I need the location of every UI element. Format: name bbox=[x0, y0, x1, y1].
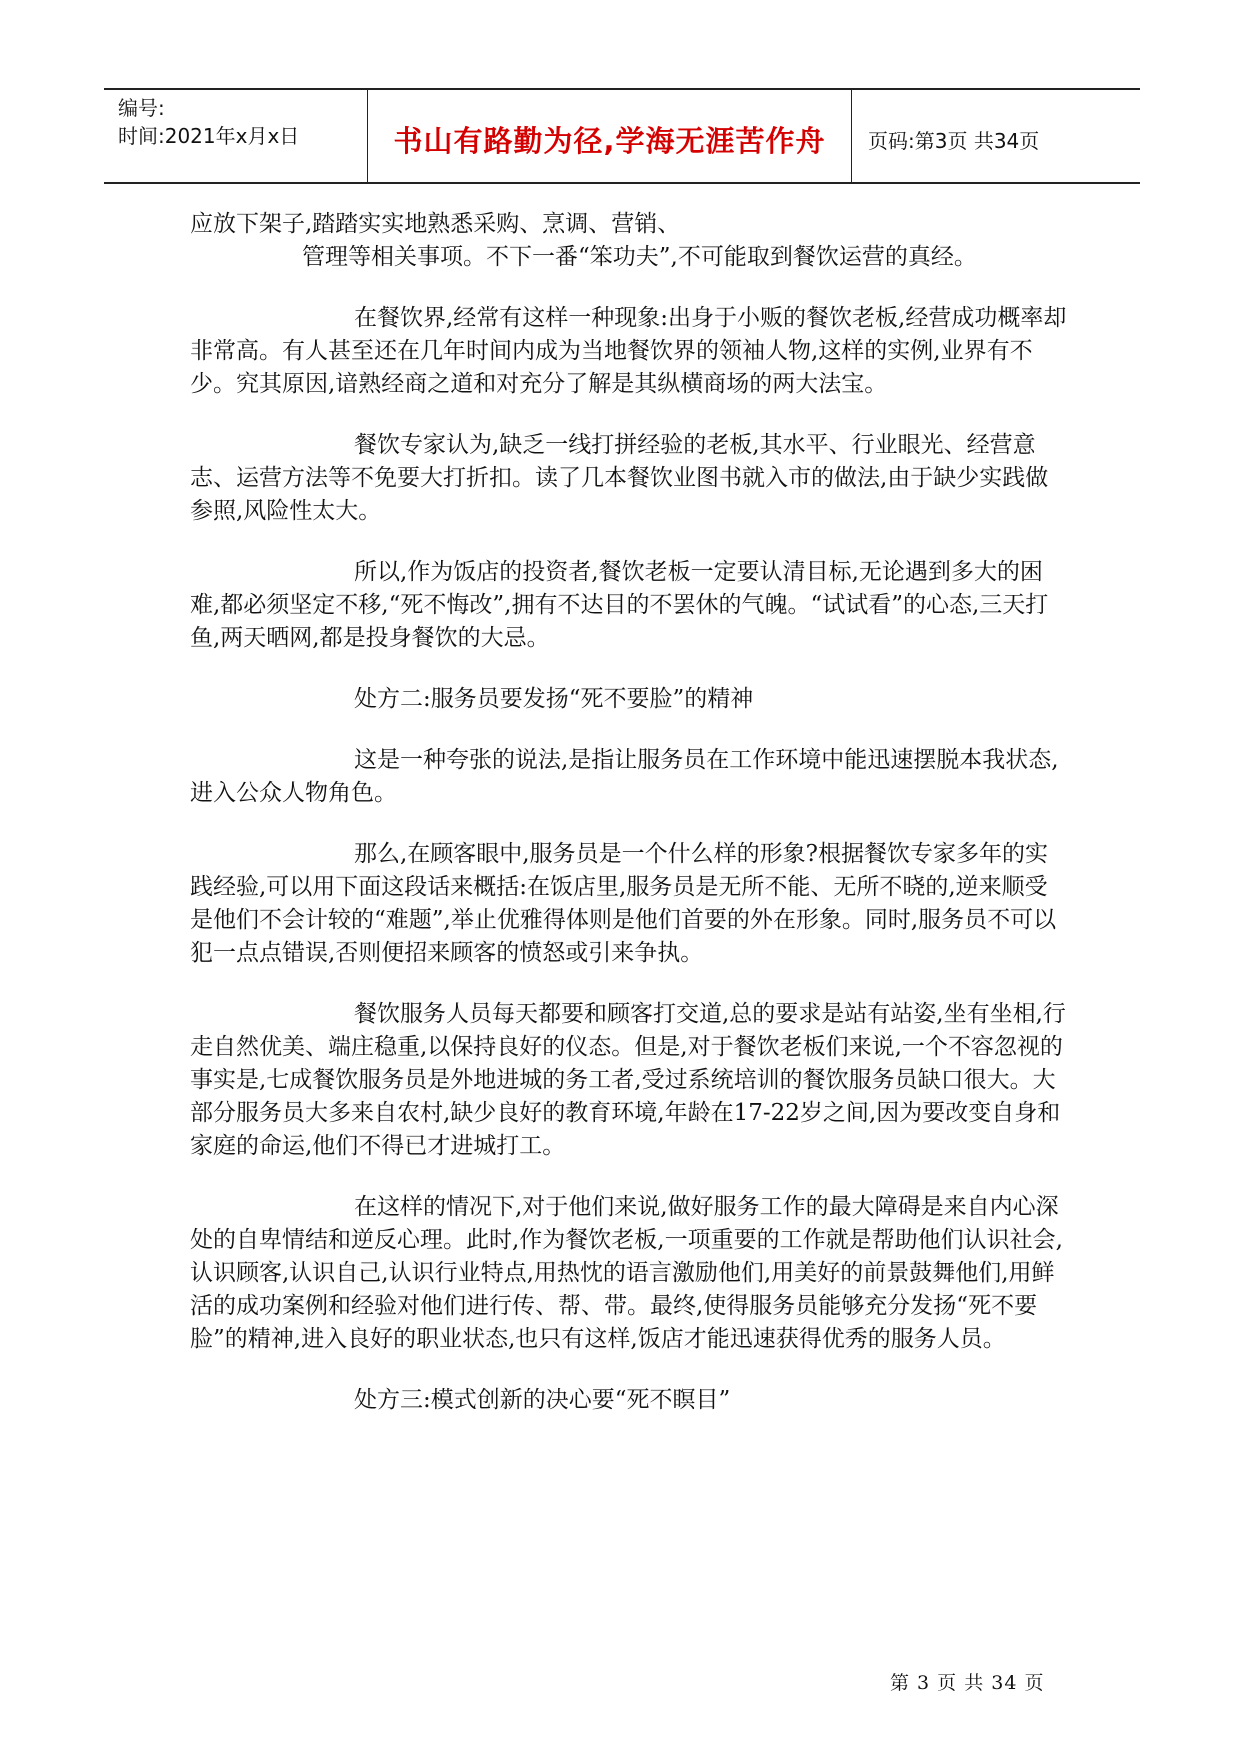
paragraph-8: 餐饮服务人员每天都要和顾客打交道,总的要求是站有站姿,坐有坐相,行走自然优美、端庄稳重,以保持良好的仪态。但是,对于餐饮老板们来说,一个不容忽视的事实是,七成餐饮服务员是外地进城的务工者,受过系统培训的餐饮服务员缺口很大。大部分服务员大多来自农村,缺少良好的教育环境,年龄在17-22岁之间,因为要改变自身和家庭的命运,他们不得已才进城打工。 bbox=[190, 1001, 1066, 1159]
header-meta-cell bbox=[104, 90, 368, 182]
paragraph-6: 这是一种夸张的说法,是指让服务员在工作环境中能迅速摆脱本我状态,进入公众人物角色。 bbox=[190, 747, 1059, 806]
paragraph-9: 在这样的情况下,对于他们来说,做好服务工作的最大障碍是来自内心深处的自卑情结和逆反心理。此时,作为餐饮老板,一项重要的工作就是帮助他们认识社会,认识顾客,认识自己,认识行业特点,用热忱的语言激励他们,用美好的前景鼓舞他们,用鲜活的成功案例和经验对他们进行传、帮、带。最终,使得服务员能够充分发扬“死不要脸”的精神,进入良好的职业状态,也只有这样,饭店才能迅速获得优秀的服务人员。 bbox=[190, 1194, 1063, 1352]
header-page-number: 页码:第3页 共34页 bbox=[868, 128, 1040, 153]
paragraph-2: 管理等相关事项。不下一番“笨功夫”,不可能取到餐饮运营的真经。 bbox=[302, 244, 977, 270]
paragraph-5: 所以,作为饭店的投资者,餐饮老板一定要认清目标,无论遇到多大的困难,都必须坚定不移,“死不悔改”,拥有不达目的不罢休的气魄。“试试看”的心态,三天打鱼,两天晒网,都是投身餐饮的大忌。 bbox=[190, 559, 1049, 651]
paragraph-3: 在餐饮界,经常有这样一种现象:出身于小贩的餐饮老板,经营成功概率却非常高。有人甚至还在几年时间内成为当地餐饮界的领袖人物,这样的实例,业界有不少。究其原因,谙熟经商之道和对充分了解是其纵横商场的两大法宝。 bbox=[190, 305, 1067, 397]
paragraph-4: 餐饮专家认为,缺乏一线打拼经验的老板,其水平、行业眼光、经营意志、运营方法等不免要大打折扣。读了几本餐饮业图书就入市的做法,由于缺少实践做参照,风险性太大。 bbox=[190, 432, 1049, 524]
document-body bbox=[190, 208, 1070, 1445]
header-motto: 书山有路勤为径,学海无涯苦作舟 bbox=[368, 90, 852, 182]
page-header bbox=[104, 88, 1140, 184]
paragraph-7: 那么,在顾客眼中,服务员是一个什么样的形象?根据餐饮专家多年的实践经验,可以用下面这段话来概括:在饭店里,服务员是无所不能、无所不晓的,逆来顺受是他们不会计较的“难题”,举止优雅得体则是他们首要的外在形象。同时,服务员不可以犯一点点错误,否则便招来顾客的愤怒或引来争执。 bbox=[190, 841, 1057, 966]
paragraph-1: 应放下架子,踏踏实实地熟悉采购、烹调、营销、 bbox=[190, 211, 681, 237]
section-heading-3: 处方三:模式创新的决心要“死不瞑目” bbox=[354, 1387, 731, 1413]
document-number-label: 编号: bbox=[118, 96, 165, 120]
document-time-label: 时间:2021年x月x日 bbox=[118, 124, 300, 148]
section-heading-2: 处方二:服务员要发扬“死不要脸”的精神 bbox=[354, 686, 754, 712]
page-footer: 第 3 页 共 34 页 bbox=[890, 1672, 1045, 1694]
